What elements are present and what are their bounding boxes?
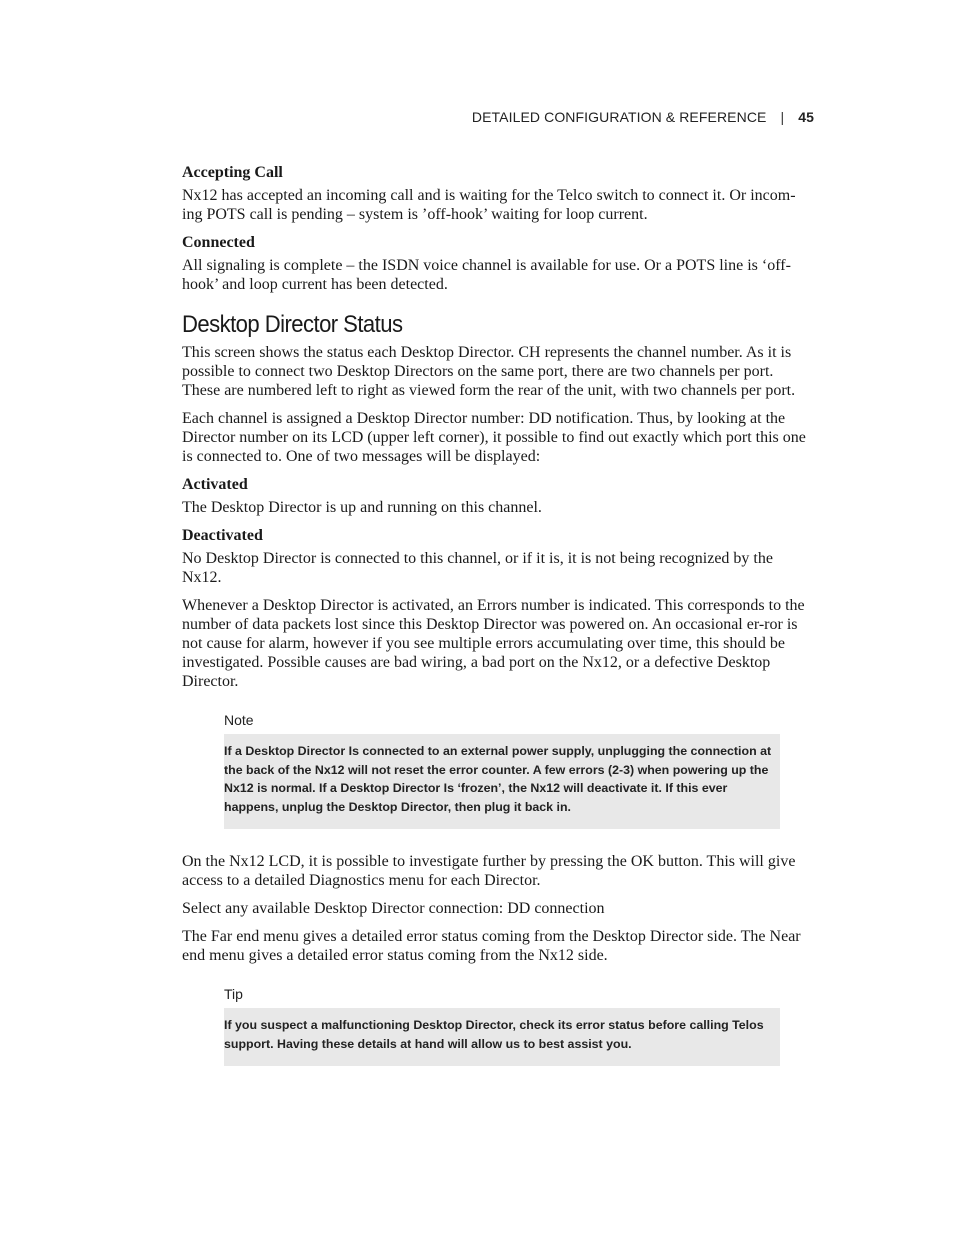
note-title: Note: [224, 712, 254, 728]
term-accepting-call: Accepting Call: [182, 164, 283, 181]
tip-title: Tip: [224, 986, 243, 1002]
note-callout: [224, 711, 780, 829]
paragraph-select-connection: Select any available Desktop Director connection: DD connection: [182, 900, 605, 917]
header-section-title: DETAILED CONFIGURATION & REFERENCE: [471, 109, 767, 125]
tip-box: If you suspect a malfunctioning Desktop Director, check its error status before calling Telos support. Having these details at hand will allow us to best assist you.: [224, 1008, 780, 1066]
running-header: [182, 109, 814, 125]
term-connected: Connected: [182, 234, 255, 251]
definition-activated: The Desktop Director is up and running on this channel.: [182, 499, 542, 516]
section-heading-desktop-director-status: Desktop Director Status: [182, 311, 403, 338]
definition-deactivated: No Desktop Director is connected to this channel, or if it is, it is not being recognized by the Nx12.: [182, 550, 773, 586]
paragraph-errors: Whenever a Desktop Director is activated, an Errors number is indicated. This corresponds to the number of data packets lost since this Desktop Director was powered on. An occasional er-ror is not cause for alarm, however if you see multiple errors accumulating over time, this should be investigated. Possible causes are bad wiring, a bad port on the Nx12, or a defective Desktop Director.: [182, 597, 805, 690]
term-activated: Activated: [182, 476, 248, 493]
definition-connected: All signaling is complete – the ISDN voice channel is available for use. Or a POTS line is ‘off-hook’ and loop current has been detected.: [182, 257, 791, 293]
definition-accepting-call: Nx12 has accepted an incoming call and is waiting for the Telco switch to connect it. Or incom-ing POTS call is pending – system is ’off-hook’ waiting for loop current.: [182, 187, 796, 223]
paragraph-channel-number: Each channel is assigned a Desktop Director number: DD notification. Thus, by looking at the Director number on its LCD (upper left corner), it possible to find out exactly which port this one is connected to. One of two messages will be displayed:: [182, 410, 806, 465]
tip-callout: [224, 985, 780, 1066]
note-box: If a Desktop Director Is connected to an external power supply, unplugging the connection at the back of the Nx12 will not reset the error counter. A few errors (2-3) when powering up the Nx12 is normal. If a Desktop Director Is ‘frozen’, the Nx12 will deactivate it. If this ever happens, unplug the Desktop Director, then plug it back in.: [224, 734, 780, 829]
term-deactivated: Deactivated: [182, 527, 263, 544]
paragraph-diagnostics: On the Nx12 LCD, it is possible to investigate further by pressing the OK button. This will give access to a detailed Diagnostics menu for each Director.: [182, 853, 796, 889]
page-content: [182, 163, 812, 1066]
page-number: 45: [798, 109, 814, 125]
header-separator: |: [780, 109, 785, 125]
paragraph-far-near-end: The Far end menu gives a detailed error status coming from the Desktop Director side. The Near end menu gives a detailed error status coming from the Nx12 side.: [182, 928, 801, 964]
paragraph-status-intro: This screen shows the status each Desktop Director. CH represents the channel number. As it is possible to connect two Desktop Directors on the same port, there are two channels per port. These are numbered left to right as viewed form the rear of the unit, with two channels per port.: [182, 344, 796, 399]
